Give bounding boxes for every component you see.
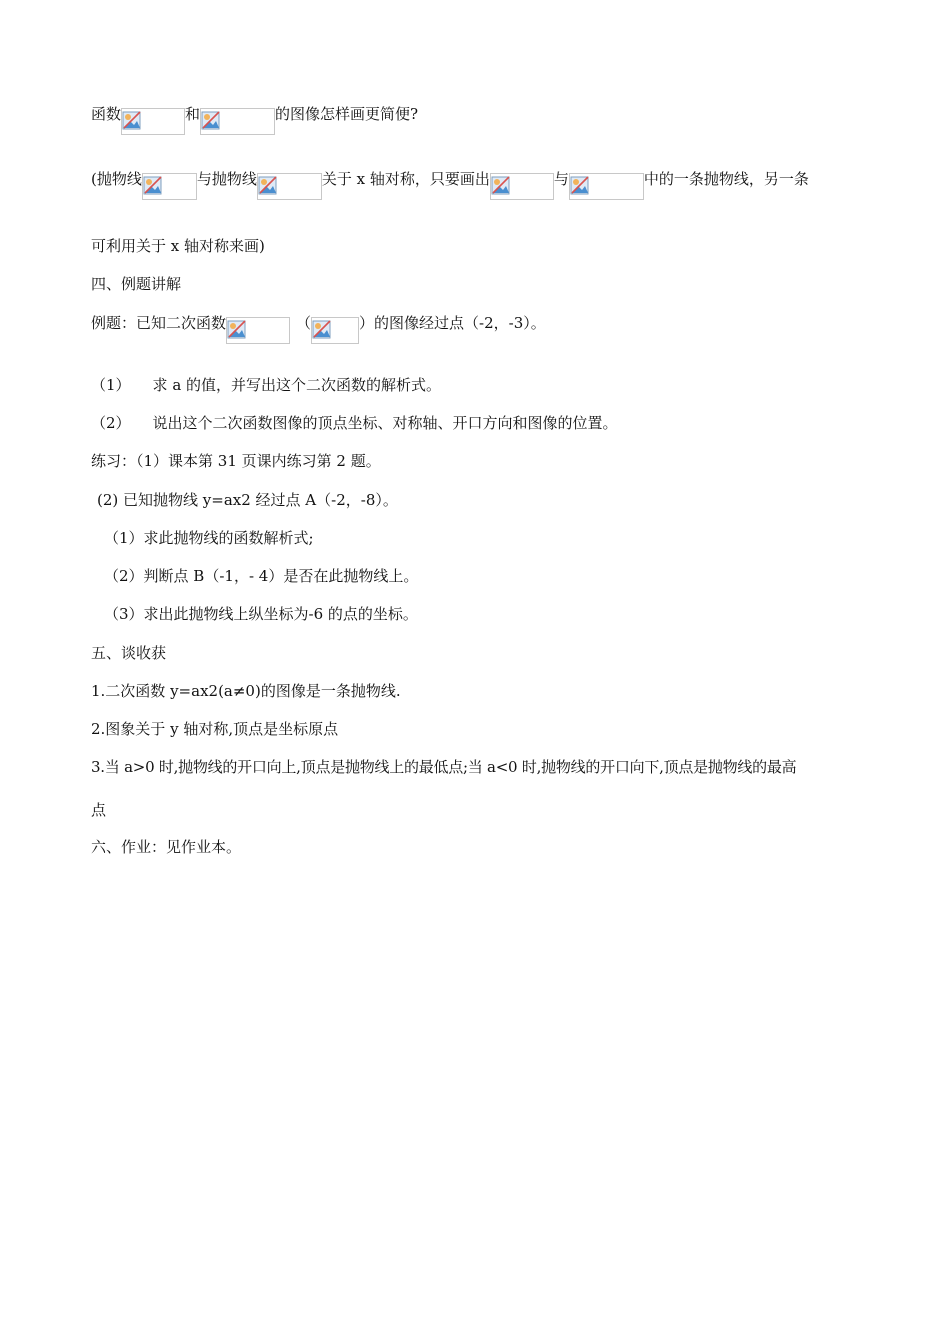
broken-image-icon [143,174,165,196]
practice-item-2: （2）判断点 B（-1，- 4）是否在此抛物线上。 [104,567,419,585]
item-text: 求 a 的值，并写出这个二次函数的解析式。 [152,376,442,394]
item-number: （1） [91,376,131,394]
broken-image-icon [122,109,144,131]
example-item-1 [91,375,864,395]
formula-image [121,108,185,135]
text: ）的图像经过点（-2，-3）。 [359,314,546,332]
broken-image-icon [570,174,592,196]
text: 例题：已知二次函数 [91,314,227,332]
broken-image-icon [312,318,334,340]
broken-image-icon [227,318,249,340]
practice-item-3: （3）求出此抛物线上纵坐标为-6 的点的坐标。 [104,605,418,623]
formula-image [226,317,290,344]
formula-image [490,173,554,200]
example-item-2 [91,413,864,433]
broken-image-icon [491,174,513,196]
section-heading-examples: 四、例题讲解 [91,275,182,293]
practice-item-1: （1）求此抛物线的函数解析式; [104,529,314,547]
formula-image [200,108,275,135]
text: 中的一条抛物线，另一条 [643,170,809,188]
summary-item-3-continued: 点 [91,801,107,819]
item-text: 说出这个二次函数图像的顶点坐标、对称轴、开口方向和图像的位置。 [152,414,618,432]
summary-item-1: 1.二次函数 y=ax2(a≠0)的图像是一条抛物线. [91,682,401,700]
formula-image [311,317,359,344]
text: 与抛物线 [196,170,257,188]
section-heading-homework: 六、作业：见作业本。 [91,838,242,856]
item-number: （2） [91,414,131,432]
para-example [91,313,864,344]
formula-image [142,173,197,200]
text: 的图像怎样画更简便? [275,105,419,123]
para-practice: 练习：（1）课本第 31 页课内练习第 2 题。 [91,452,381,470]
text: 函数 [91,105,122,123]
para-practice-2: (2) 已知抛物线 y=ax2 经过点 A（-2，-8）。 [97,491,398,509]
text: （ [296,314,312,332]
para-parabola-symmetry [91,169,864,200]
summary-item-2: 2.图象关于 y 轴对称,顶点是坐标原点 [91,720,339,738]
para-functions-question [91,104,864,135]
summary-item-3: 3.当 a>0 时,抛物线的开口向上,顶点是抛物线上的最低点;当 a<0 时,抛物线的开口向下,顶点是抛物线的最高 [91,758,797,776]
text: 关于 x 轴对称，只要画出 [321,170,490,188]
text: 与 [553,170,569,188]
broken-image-icon [201,109,223,131]
text: 和 [185,105,201,123]
broken-image-icon [258,174,280,196]
formula-image [569,173,644,200]
para-symmetry-continued: 可利用关于 x 轴对称来画) [91,237,265,255]
text: (抛物线 [91,170,142,188]
formula-image [257,173,322,200]
section-heading-summary: 五、谈收获 [91,644,167,662]
